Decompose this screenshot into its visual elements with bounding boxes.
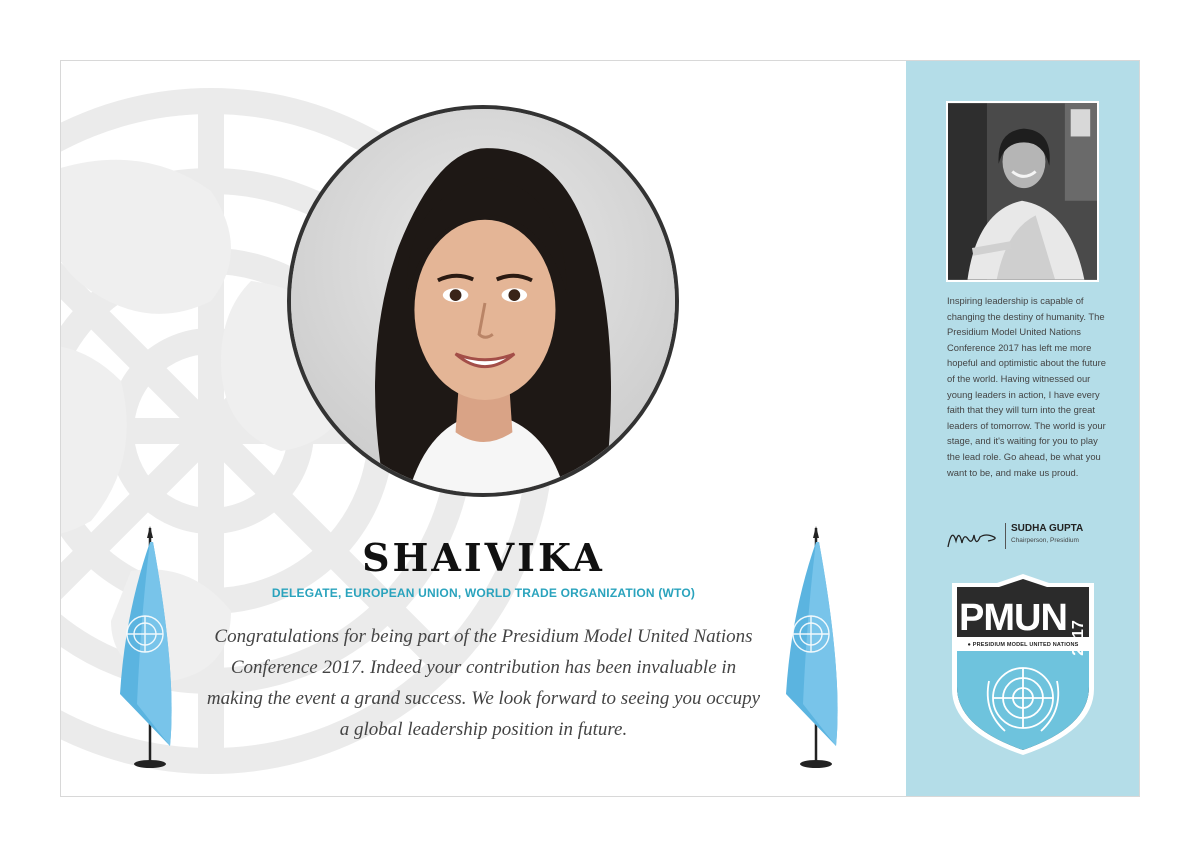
signature-divider bbox=[1005, 523, 1006, 549]
chairperson-photo bbox=[946, 101, 1099, 282]
badge-full-name: ● PRESIDIUM MODEL UNITED NATIONS bbox=[967, 642, 1079, 648]
un-flag-left-icon bbox=[115, 524, 185, 774]
badge-acronym: PMUN bbox=[959, 597, 1067, 639]
chairperson-sidebar bbox=[906, 61, 1140, 797]
congratulation-message: Congratulations for being part of the Presidium Model United Nations Conference 2017. Indeed your contribution has been invaluable in making the event a grand success. We look forward to seeing you occupy a global leadership position in future. bbox=[206, 626, 761, 740]
signatory-title: Chairperson, Presidium bbox=[1011, 537, 1079, 544]
un-flag-right-icon bbox=[781, 524, 851, 774]
delegate-portrait bbox=[287, 105, 679, 497]
signature-icon bbox=[946, 523, 1001, 551]
certificate-main bbox=[61, 61, 906, 797]
chairperson-quote: Inspiring leadership is capable of changing the destiny of humanity. The Presidium Model United Nations Conference 2017 has left me more hopeful and optimistic about the future of the world. Having witnessed our young leaders in action, I have every faith that they will turn into the great leaders of tomorrow. The world is your stage, and it's waiting for you to play the lead role. Go ahead, be what you want to be, and make us proud. bbox=[947, 295, 1106, 478]
signatory-name: SUDHA GUPTA bbox=[1011, 523, 1084, 534]
recipient-role: DELEGATE, EUROPEAN UNION, WORLD TRADE ORGANIZATION (WTO) bbox=[271, 586, 696, 600]
certificate-card bbox=[60, 60, 1140, 797]
recipient-name: SHAIVIKA bbox=[362, 535, 605, 580]
badge-year: 2017 bbox=[1070, 620, 1087, 656]
pmun-badge bbox=[949, 571, 1097, 757]
